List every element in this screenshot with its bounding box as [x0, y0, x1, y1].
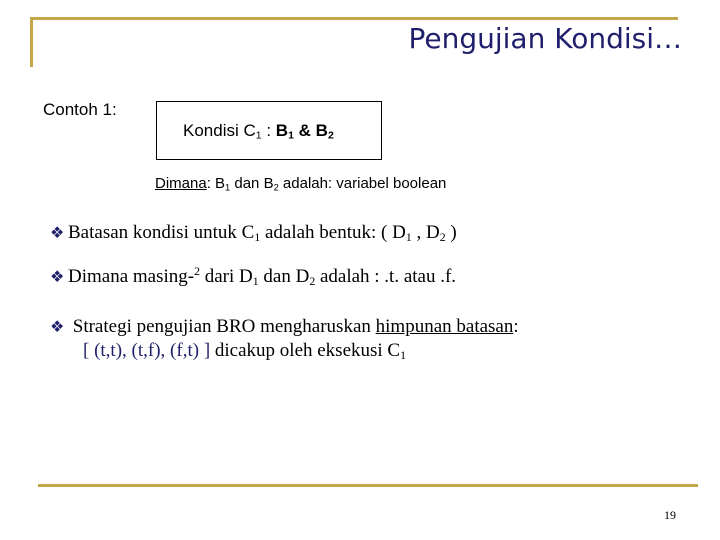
diamond-bullet-icon: ❖ [50, 267, 65, 287]
condition-text: Kondisi $C_1$ : $B_1$ & $B_2$ [183, 121, 334, 142]
top-accent-line [30, 17, 678, 20]
bullet-item-1: ❖ Batasan kondisi untuk $C_1$ adalah bentuk: ( $D_1$ , $D_2$ ) [50, 222, 457, 244]
where-note: Dimana: $B_1$ dan $B_2$ adalah: variabel boolean [155, 175, 447, 193]
bullet-item-2: ❖ Dimana masing-$^2$ dari $D_1$ dan $D_2$ adalah : .t. atau .f. [50, 265, 457, 288]
condition-box [156, 101, 382, 160]
bullet-item-3: ❖ Strategi pengujian BRO mengharuskan himpunan batasan: [50, 316, 519, 337]
diamond-bullet-icon: ❖ [50, 223, 65, 242]
diamond-bullet-icon: ❖ [50, 317, 65, 336]
slide-title: Pengujian Kondisi… [408, 22, 682, 55]
bullet-item-3-continuation: [ (t,t), (t,f), (f,t) ] dicakup oleh eksekusi $C_1$ [83, 340, 406, 362]
example-label: Contoh 1: [43, 100, 117, 119]
left-accent-line [30, 17, 33, 67]
page-number: 19 [664, 508, 676, 522]
bottom-accent-line [38, 484, 698, 487]
